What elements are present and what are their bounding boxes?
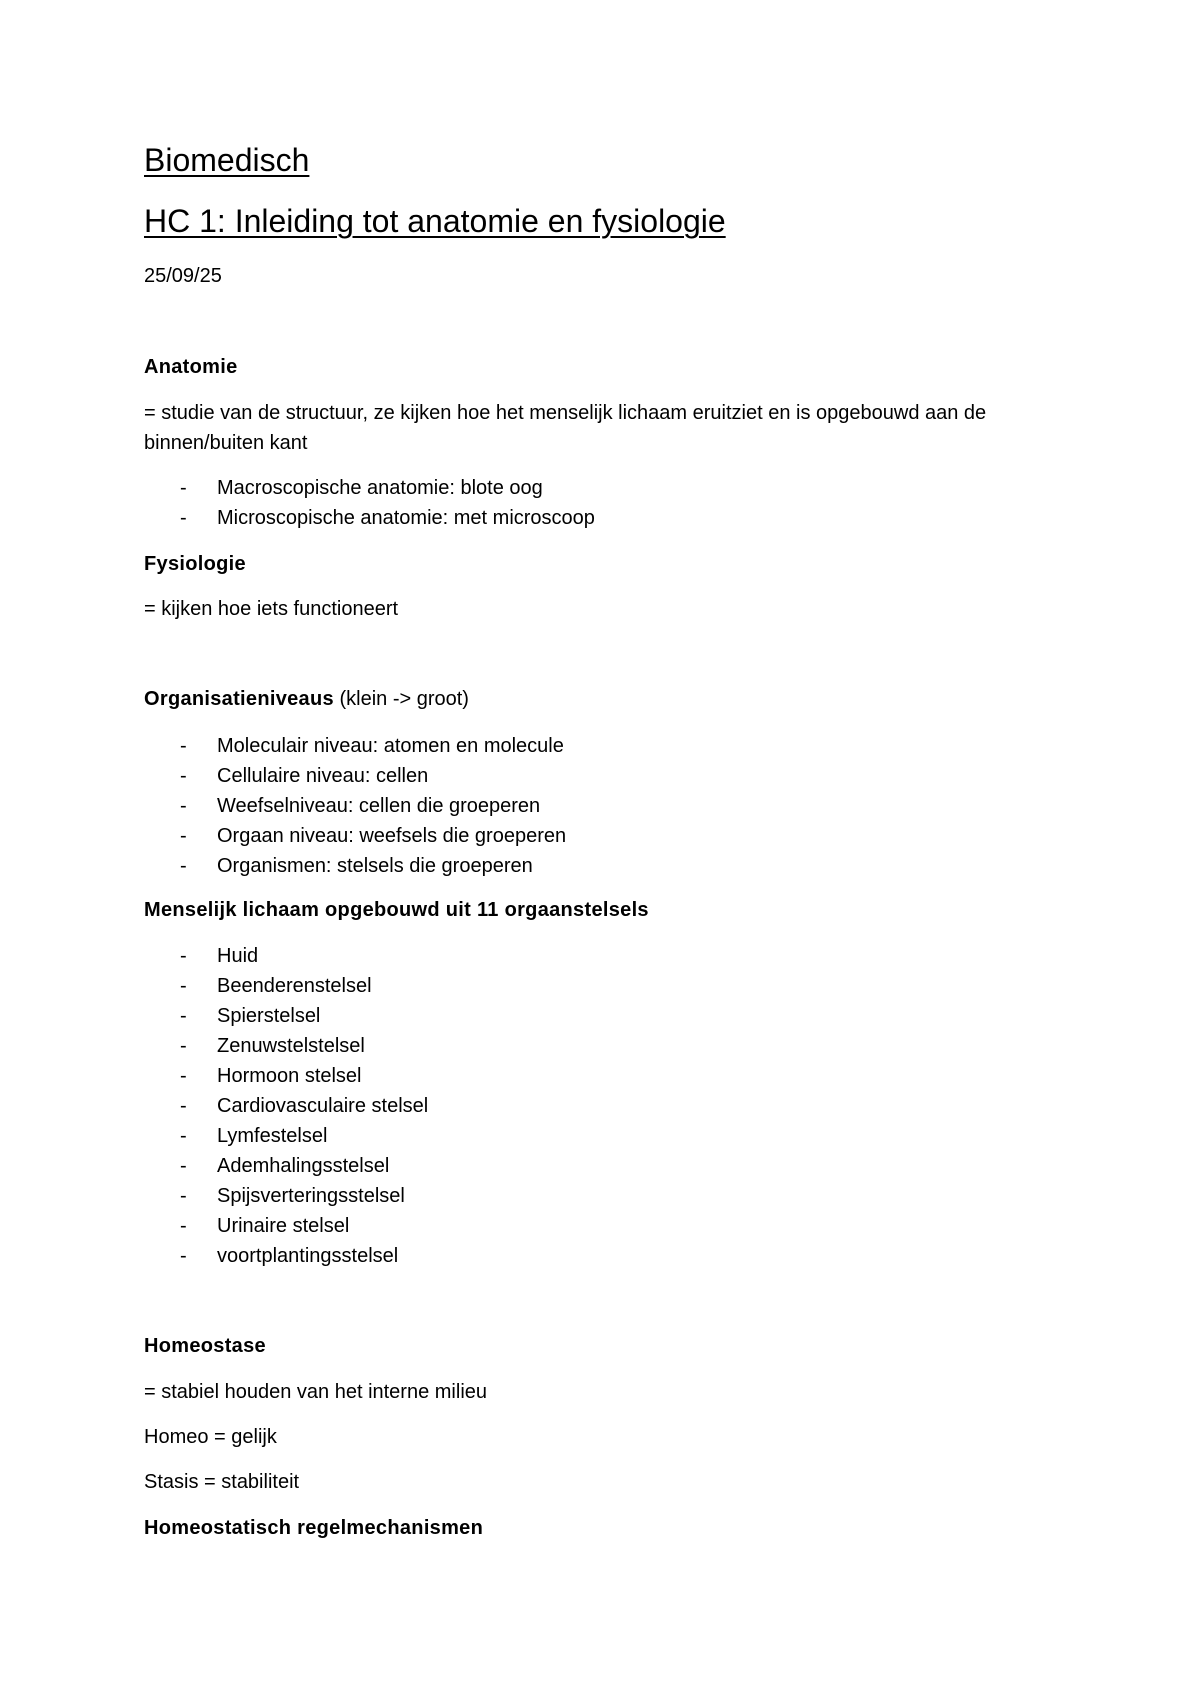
list-bullet: - xyxy=(180,1035,187,1057)
list-bullet: - xyxy=(180,735,187,757)
organisatie-heading-line xyxy=(144,684,469,714)
list-bullet: - xyxy=(180,795,187,817)
list-bullet: - xyxy=(180,1245,187,1267)
document-subtitle: HC 1: Inleiding tot anatomie en fysiologie xyxy=(144,203,726,239)
list-bullet: - xyxy=(180,975,187,997)
fysiologie-definition: = kijken hoe iets functioneert xyxy=(144,598,399,620)
list-bullet: - xyxy=(180,765,187,787)
list-bullet: - xyxy=(180,507,187,529)
list-bullet: - xyxy=(180,1215,187,1237)
document-date: 25/09/25 xyxy=(144,265,222,287)
fysiologie-heading: Fysiologie xyxy=(144,553,246,575)
list-bullet: - xyxy=(180,1125,187,1147)
organisatie-heading-suffix: (klein -> groot) xyxy=(333,688,469,710)
anatomie-heading: Anatomie xyxy=(144,356,238,378)
list-bullet: - xyxy=(180,1095,187,1117)
homeostase-heading: Homeostase xyxy=(144,1335,266,1357)
anatomie-definition: = studie van de structuur, ze kijken hoe het menselijk lichaam eruitziet en is opgebouwd aan de binnen/buiten kant xyxy=(144,402,987,454)
homeostase-definition: = stabiel houden van het interne milieu xyxy=(144,1381,488,1403)
list-bullet: - xyxy=(180,945,187,967)
list-bullet: - xyxy=(180,825,187,847)
organisatie-heading: Organisatieniveaus xyxy=(144,688,334,710)
homeostase-stasis: Stasis = stabiliteit xyxy=(144,1471,300,1493)
list-bullet: - xyxy=(180,477,187,499)
list-bullet: - xyxy=(180,1005,187,1027)
regelmechanismen-heading: Homeostatisch regelmechanismen xyxy=(144,1517,484,1539)
list-bullet: - xyxy=(180,1185,187,1207)
homeostase-homeo: Homeo = gelijk xyxy=(144,1426,277,1448)
list-bullet: - xyxy=(180,855,187,877)
document-title: Biomedisch xyxy=(144,142,310,178)
stelsels-heading: Menselijk lichaam opgebouwd uit 11 orgaanstelsels xyxy=(144,899,649,921)
list-bullet: - xyxy=(180,1155,187,1177)
list-bullet: - xyxy=(180,1065,187,1087)
